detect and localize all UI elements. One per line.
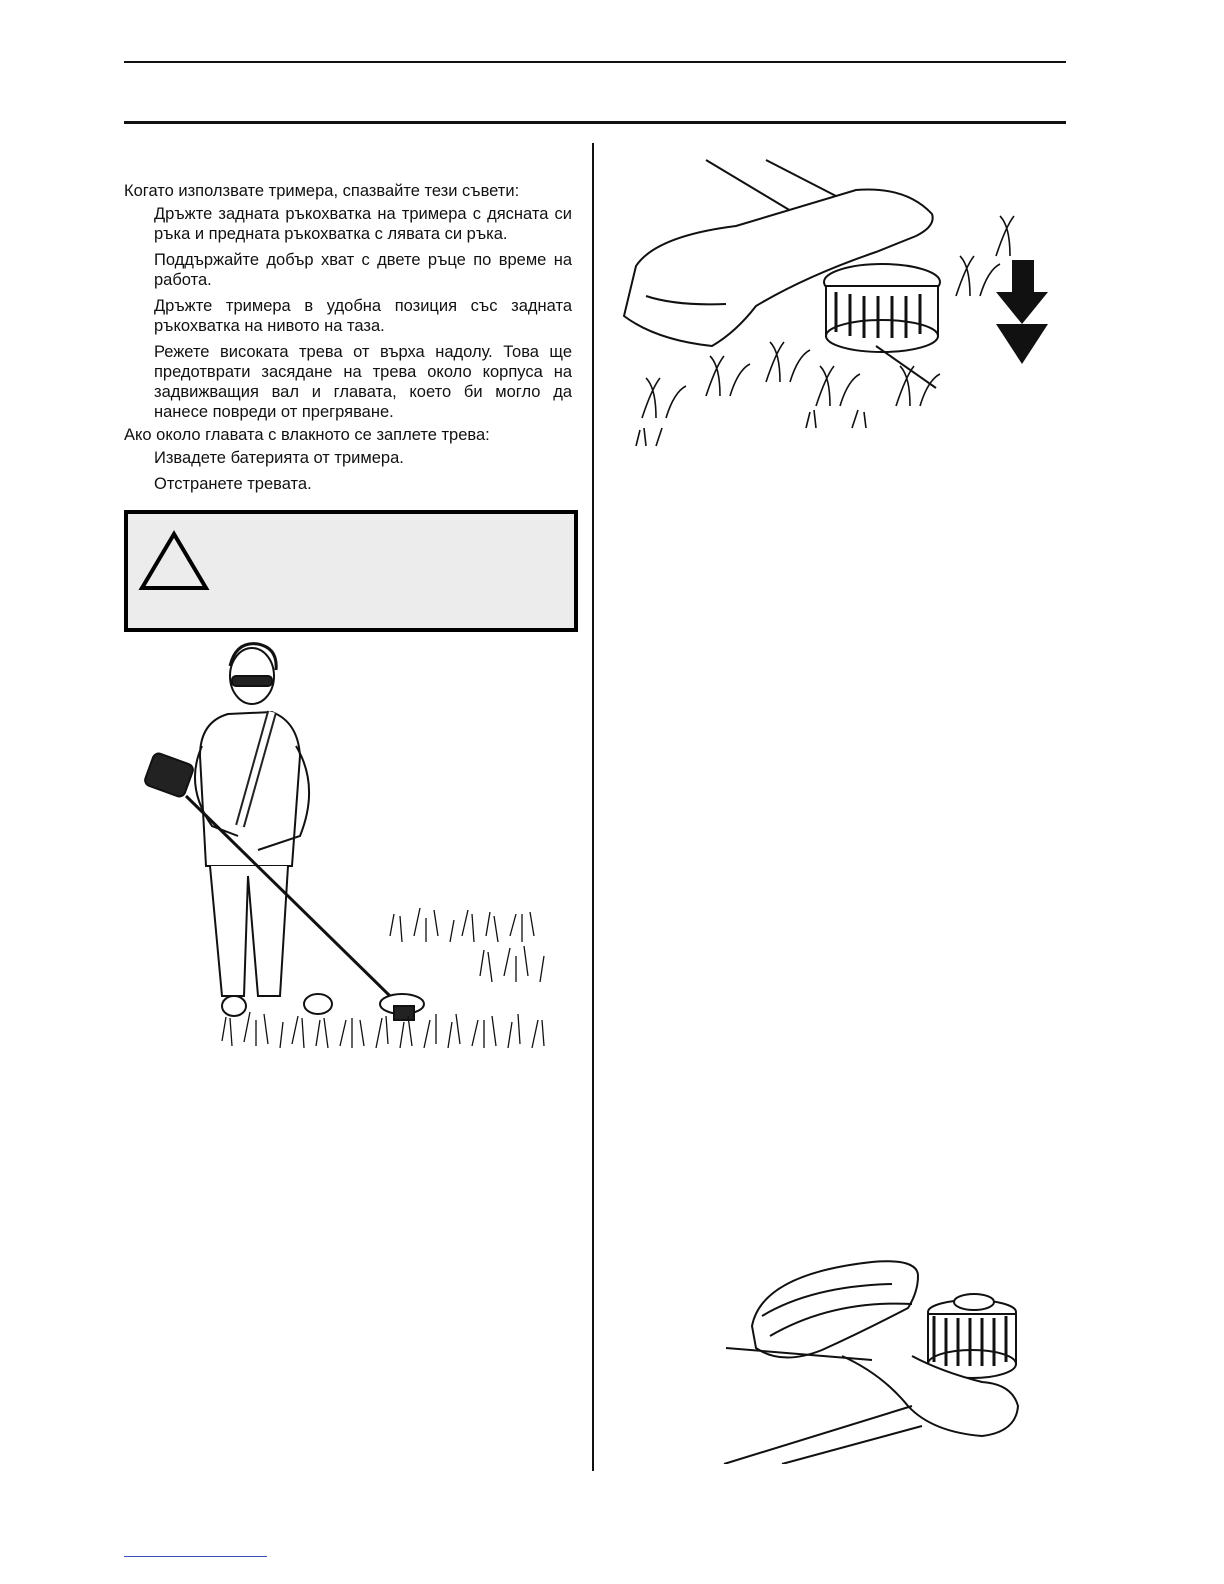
tip-item: Поддържайте добър хват с двете ръце по време на работа. [154, 251, 572, 289]
trimmer-guard-blade-illustration [722, 1256, 1024, 1464]
step-item: Извадете батерията от тримера. [154, 449, 404, 467]
header-rule-top [124, 61, 1066, 63]
warning-triangle-icon [138, 530, 210, 592]
usage-tips-lead: Когато използвате тримера, спазвайте тези съвети: [124, 182, 520, 200]
operator-illustration [140, 636, 560, 1146]
trimmer-head-cutting-grass-illustration [616, 156, 1060, 452]
tip-item: Дръжте тримера в удобна позиция със задната ръкохватка на нивото на таза. [154, 297, 572, 335]
tip-item: Режете високата трева от върха надолу. Това ще предотврати засядане на трева около корпуса на задвижващия вал и главата, което би могло да нанесе повреди от прегряване. [154, 343, 572, 421]
warning-box [124, 510, 578, 632]
guard-illustration [722, 1256, 1024, 1464]
header-rule-bottom [124, 121, 1066, 124]
person-using-trimmer-illustration [140, 636, 560, 1146]
cutting-head-illustration [616, 156, 1060, 452]
tangled-grass-lead: Ако около главата с влакното се заплете трева: [124, 426, 490, 444]
column-divider [592, 143, 594, 1471]
left-column [124, 180, 572, 500]
footer-link-underline [124, 1556, 267, 1557]
step-item: Отстранете тревата. [154, 475, 312, 493]
tip-item: Дръжте задната ръкохватка на тримера с дясната си ръка и предната ръкохватка с лявата си ръка. [154, 205, 572, 243]
